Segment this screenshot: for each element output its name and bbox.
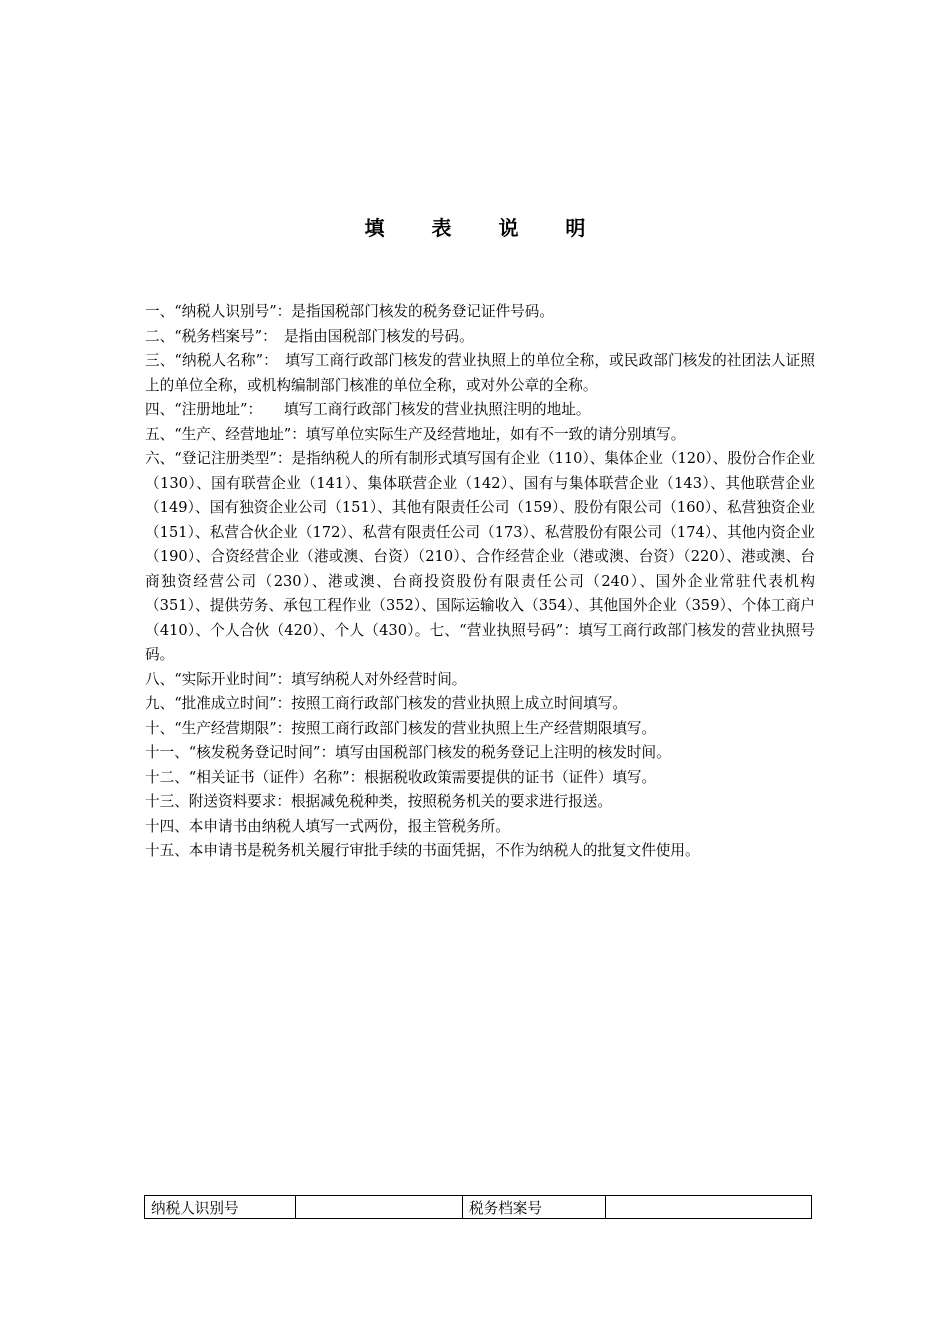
instruction-item-12: 十二、“相关证书（证件）名称”：根据税收政策需要提供的证书（证件）填写。 (145, 768, 657, 786)
tax-file-number-field[interactable] (606, 1196, 812, 1219)
instruction-item-14: 十四、本申请书由纳税人填写一式两份，报主管税务所。 (145, 817, 510, 835)
taxpayer-id-label: 纳税人识别号 (145, 1196, 296, 1219)
instruction-item-1: 一、“纳税人识别号”：是指国税部门核发的税务登记证件号码。 (145, 303, 554, 320)
instruction-item-3: 三、“纳税人名称”： 填写工商行政部门核发的营业执照上的单位全称，或民政部门核发的社团法人证照上的单位全称，或机构编制部门核准的单位全称，或对外公章的全称。 (145, 352, 815, 394)
instruction-item-5: 五、“生产、经营地址”：填写单位实际生产及经营地址，如有不一致的请分别填写。 (145, 425, 686, 443)
instruction-item-15: 十五、本申请书是税务机关履行审批手续的书面凭据，不作为纳税人的批复文件使用。 (145, 842, 700, 859)
instructions-list (145, 300, 815, 864)
instruction-item-11: 十一、“核发税务登记时间”：填写由国税部门核发的税务登记上注明的核发时间。 (145, 744, 671, 761)
instruction-item-2: 二、“税务档案号”： 是指由国税部门核发的号码。 (145, 327, 474, 345)
instruction-item-9: 九、“批准成立时间”：按照工商行政部门核发的营业执照上成立时间填写。 (145, 695, 627, 712)
instruction-item-10: 十、“生产经营期限”：按照工商行政部门核发的营业执照上生产经营期限填写。 (145, 719, 657, 737)
instruction-item-4: 四、“注册地址”： 填写工商行政部门核发的营业执照注明的地址。 (145, 401, 591, 418)
table-row (145, 1196, 812, 1219)
taxpayer-info-table (144, 1195, 812, 1219)
instruction-item-8: 八、“实际开业时间”：填写纳税人对外经营时间。 (145, 670, 467, 688)
taxpayer-id-field[interactable] (296, 1196, 463, 1219)
page-title: 填 表 说 明 (364, 216, 606, 240)
instruction-item-13: 十三、附送资料要求：根据减免税种类，按照税务机关的要求进行报送。 (145, 793, 613, 810)
tax-file-number-label: 税务档案号 (463, 1196, 606, 1219)
instruction-item-6: 六、“登记注册类型”：是指纳税人的所有制形式填写国有企业（110）、集体企业（120）、股份合作企业（130）、国有联营企业（141）、集体联营企业（142）、国有与集体联营企业（143）、其他联营企业（149）、国有独资企业公司（151）、其他有限责任公司（159）、股份有限公司（160）、私营独资企业（151）、私营合伙企业（172）、私营有限责任公司（173）、私营股份有限公司（174）、其他内资企业（190）、合资经营企业（港或澳、台资）（210）、合作经营企业（港或澳、台资）（220）、港或澳、台商独资经营公司（230）、港或澳、台商投资股份有限责任公司（240）、国外企业常驻代表机构（351）、提供劳务、承包工程作业（352）、国际运输收入（354）、其他国外企业（359）、个体工商户（410）、个人合伙（420）、个人（430）。七、“营业执照号码”：填写工商行政部门核发的营业执照号码。 (145, 450, 815, 663)
taxpayer-info-table-area (0, 1195, 950, 1220)
